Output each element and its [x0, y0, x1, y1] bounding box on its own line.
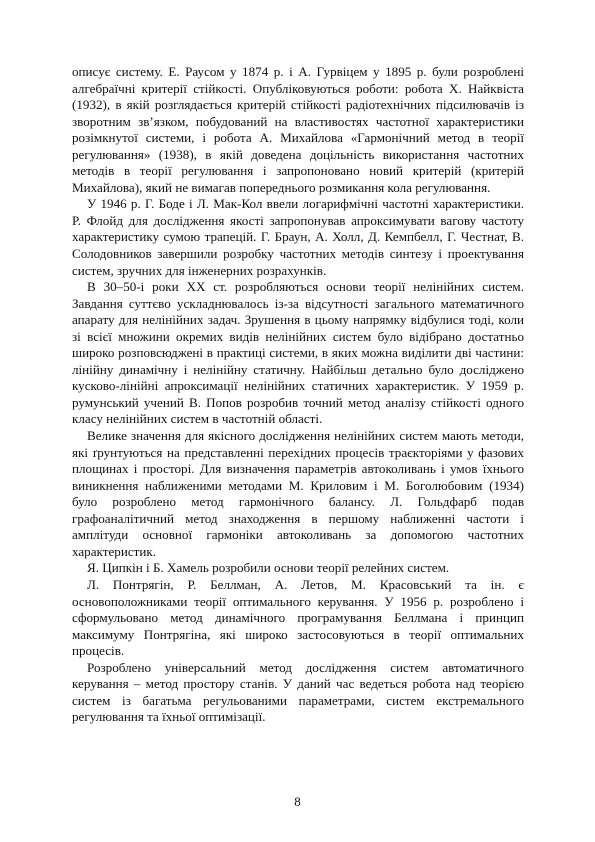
paragraph-2: У 1946 р. Г. Боде і Л. Мак-Кол ввели логарифмічні частотні характеристики. Р. Флойд для дослідження якості запропонував апроксимувати вагову частоту характеристику сумою трапецій. Г. Браун, А. Холл, Д. Кемпбелл, Г. Честнат, В. Солодовников завершили розробку частотних методів синтезу і проектування систем, зручних для інженерних розрахунків. [72, 196, 524, 278]
paragraph-7: Розроблено універсальний метод дослідження систем автоматичного керування – метод простору станів. У даний час ведеться робота над теорією систем із багатьма регульованими параметрами, систем екстремального регулювання та їхньої оптимізації. [72, 659, 524, 725]
page-number: 8 [294, 794, 301, 809]
paragraph-3: В 30–50-і роки ХХ ст. розробляються основи теорії нелінійних систем. Завдання суттєво ускладнювалось із-за відсутності загального математичного апарату для нелінійних задач. Зрушення в цьому напрямку відбулися тоді, коли зі всієї множини окремих видів нелінійних систем було відібрано достатньо широко розповсюджені в практиці системи, в яких можна виділити дві частини: лінійну динамічну і нелінійну статичну. Найбільш детально було досліджено кусково-лінійні апроксимації нелінійних статичних характеристик. У 1959 р. румунський учений В. Попов розробив точний метод аналізу стійкості одного класу нелінійних систем в частотній області. [72, 279, 524, 427]
paragraph-5: Я. Ципкін і Б. Хамель розробили основи теорії релейних систем. [87, 560, 450, 576]
paragraph-6: Л. Понтрягін, Р. Беллман, А. Летов, М. Красовський та ін. є основоположниками теорії оптимального керування. У 1956 р. розроблено і сформульовано метод динамічного програмування Беллмана і принцип максимуму Понтрягіна, які широко застосовуються в теорії оптимальних процесів. [72, 576, 524, 659]
paragraph-4: Велике значення для якісного дослідження нелінійних систем мають методи, які ґрунтуються на представленні перехідних процесів траєкторіями у фазових площинах і просторі. Для визначення параметрів автоколивань і умов їхнього виникнення наближеними методами М. Криловим і М. Боголюбовим (1934) було розроблено метод гармонічного балансу. Л. Гольдфарб подав графоаналітичний метод знаходження в першому наближенні частоти і амплітуди основної гармоніки автоколивань за допомогою частотних характеристик. [72, 428, 524, 559]
paragraph-1: описує систему. Е. Раусом у 1874 р. і А. Гурвіцем у 1895 р. були розроблені алгебраїчні критерії стійкості. Опубліковуються роботи: робота Х. Найквіста (1932), в якій розглядається критерій стійкості радіотехнічних підсилювачів із зворотним зв’язком, побудований на властивостях частотної характеристики розімкнутої системи, і робота А. Михайлова «Гармонічний метод в теорії регулювання» (1938), в якій доведена доцільність використання частотних методів в теорії регулювання і запропоновано новий критерій (критерій Михайлова), який не вимагав попереднього розмикання кола регулювання. [72, 64, 524, 195]
body-text [72, 64, 524, 726]
